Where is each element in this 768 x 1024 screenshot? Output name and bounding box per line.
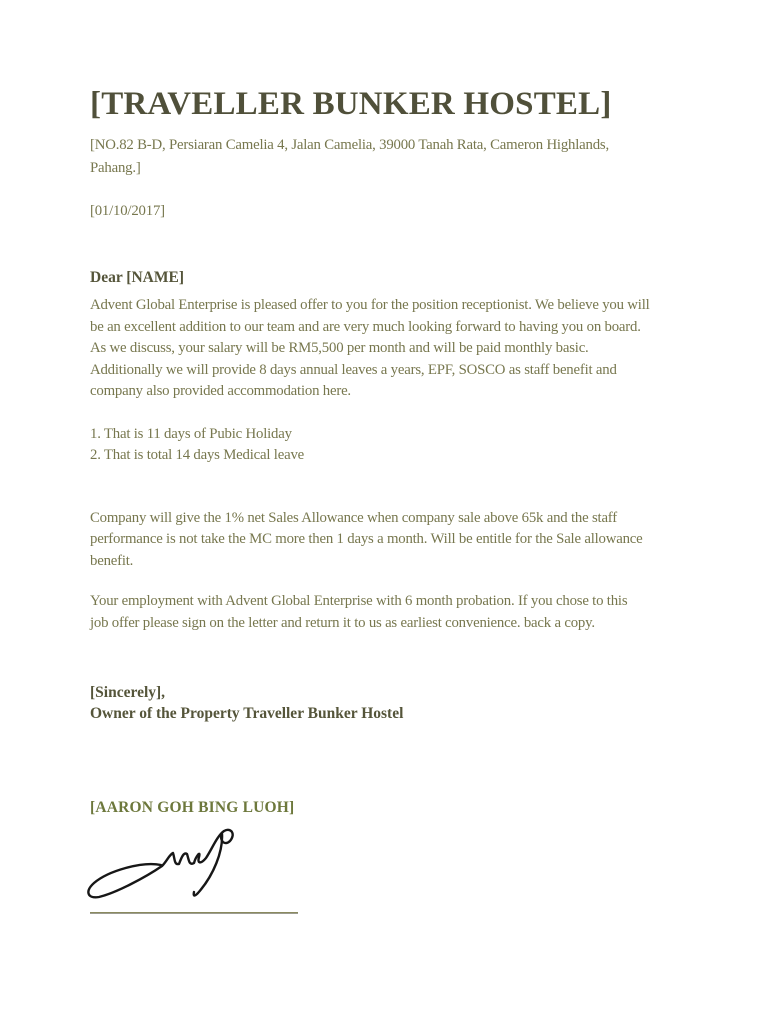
page-title: [TRAVELLER BUNKER HOSTEL]: [90, 86, 612, 122]
text-line: As we discuss, your salary will be RM5,500 per month and will be paid monthly basic.: [90, 340, 589, 356]
letter-date: [01/10/2017]: [90, 203, 165, 219]
signer-name: [AARON GOH BING LUOH]: [90, 799, 295, 816]
probation-paragraph: [90, 591, 768, 634]
text-line: Company will give the 1% net Sales Allowance when company sale above 65k and the staff: [90, 509, 617, 526]
company-address: [90, 134, 768, 180]
benefits-list: [90, 424, 768, 467]
handwritten-signature-icon: [84, 825, 234, 900]
text-line: Your employment with Advent Global Enterprise with 6 month probation. If you chose to this: [90, 593, 628, 609]
salutation: Dear [NAME]: [90, 269, 184, 286]
signature-line: [90, 912, 298, 914]
text-line: company also provided accommodation here.: [90, 383, 351, 399]
text-line: benefit.: [90, 552, 134, 569]
text-line: performance is not take the MC more then 1 days a month. Will be entitle for the Sale allowance: [90, 531, 643, 547]
closing-sincerely: [Sincerely],: [90, 684, 166, 701]
text-line: Additionally we will provide 8 days annual leaves a years, EPF, SOSCO as staff benefit and: [90, 361, 617, 378]
allowance-paragraph: [90, 508, 768, 573]
list-item: 1. That is 11 days of Pubic Holiday: [90, 425, 292, 442]
address-line: [NO.82 B-D, Persiaran Camelia 4, Jalan Camelia, 39000 Tanah Rata, Cameron Highlands,: [90, 137, 609, 153]
text-line: job offer please sign on the letter and return it to us as earliest convenience. back a copy.: [90, 614, 595, 631]
closing-block: [90, 682, 768, 724]
list-item: 2. That is total 14 days Medical leave: [90, 447, 305, 463]
text-line: be an excellent addition to our team and are very much looking forward to having you on board.: [90, 318, 641, 335]
text-line: Advent Global Enterprise is pleased offer to you for the position receptionist. We believe you will: [90, 297, 650, 313]
address-line: Pahang.]: [90, 160, 141, 176]
closing-owner-title: Owner of the Property Traveller Bunker Hostel: [90, 705, 404, 722]
intro-paragraph: [90, 295, 768, 403]
